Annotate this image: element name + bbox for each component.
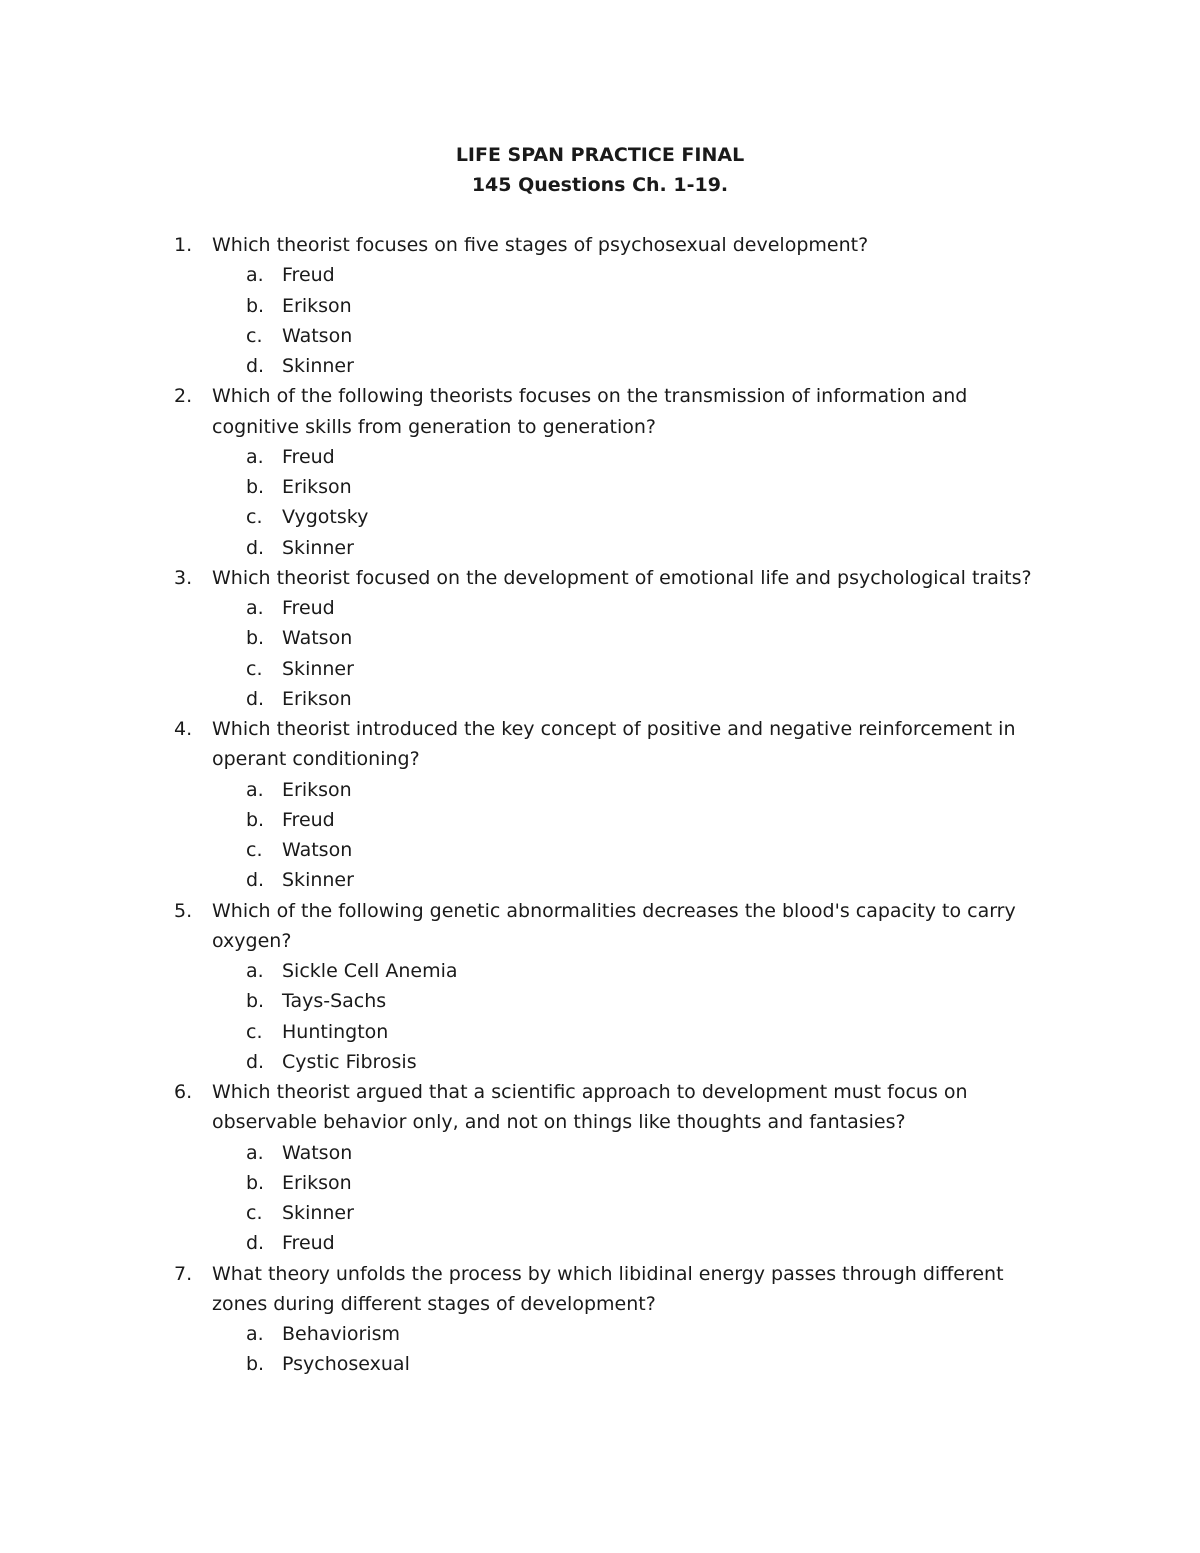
answer-option — [246, 654, 1054, 684]
option-letter: b. — [246, 627, 265, 650]
answer-option — [246, 684, 1054, 714]
question-text: Which of the following theorists focuses on the transmission of information and cognitive skills from generation to generation? — [212, 385, 968, 438]
question-line — [174, 381, 1054, 442]
question-line — [174, 563, 1054, 593]
answer-option — [246, 986, 1054, 1016]
answer-option — [246, 956, 1054, 986]
question-text: Which of the following genetic abnormalities decreases the blood's capacity to carry oxygen? — [212, 899, 1016, 952]
option-letter: a. — [246, 264, 264, 287]
answer-option — [246, 623, 1054, 653]
option-letter: a. — [246, 778, 264, 801]
option-text: Erikson — [282, 476, 352, 498]
answer-option — [246, 1017, 1054, 1047]
option-text: Psychosexual — [282, 1353, 410, 1376]
question-item — [174, 230, 1054, 381]
option-letter: d. — [246, 869, 265, 892]
question-text: Which theorist focuses on five stages of psychosexual development? — [212, 234, 869, 256]
option-letter: a. — [246, 1141, 264, 1164]
question-line — [174, 714, 1054, 775]
answer-option — [246, 805, 1054, 835]
question-number: 5. — [174, 899, 193, 922]
option-letter: a. — [246, 445, 264, 468]
option-letter: c. — [246, 839, 263, 861]
option-text: Sickle Cell Anemia — [282, 960, 458, 982]
question-line — [174, 1077, 1054, 1138]
question-text: Which theorist introduced the key concept of positive and negative reinforcement in operant conditioning? — [212, 718, 1016, 771]
option-text: Vygotsky — [282, 506, 369, 529]
question-item — [174, 896, 1054, 1078]
option-text: Cystic Fibrosis — [282, 1050, 417, 1073]
answer-option — [246, 351, 1054, 381]
answer-options — [174, 593, 1054, 714]
option-letter: d. — [246, 355, 265, 377]
answer-option — [246, 1319, 1054, 1349]
option-text: Skinner — [282, 355, 354, 377]
answer-option — [246, 260, 1054, 290]
answer-option — [246, 593, 1054, 623]
option-letter: d. — [246, 1050, 265, 1073]
question-text: Which theorist argued that a scientific approach to development must focus on observable behavior only, and not on things like thoughts and fantasies? — [212, 1081, 968, 1134]
page-title: LIFE SPAN PRACTICE FINAL — [455, 144, 745, 166]
option-letter: b. — [246, 1353, 265, 1376]
answer-option — [246, 321, 1054, 351]
option-letter: a. — [246, 1323, 264, 1345]
option-text: Erikson — [282, 1171, 352, 1194]
answer-options — [174, 442, 1054, 563]
option-letter: c. — [246, 506, 263, 529]
question-number: 3. — [174, 566, 193, 589]
answer-option — [246, 775, 1054, 805]
answer-options — [174, 956, 1054, 1077]
answer-option — [246, 472, 1054, 502]
option-text: Watson — [282, 627, 353, 650]
question-line — [174, 1259, 1054, 1320]
option-letter: b. — [246, 990, 265, 1013]
question-item — [174, 1077, 1054, 1259]
answer-option — [246, 1198, 1054, 1228]
question-number: 2. — [174, 385, 193, 408]
option-letter: c. — [246, 657, 263, 680]
answer-option — [246, 1138, 1054, 1168]
answer-options — [174, 260, 1054, 381]
option-letter: c. — [246, 324, 263, 347]
option-letter: b. — [246, 476, 265, 498]
option-text: Erikson — [282, 294, 352, 317]
answer-options — [174, 775, 1054, 896]
option-text: Freud — [282, 1232, 335, 1255]
option-letter: b. — [246, 808, 265, 831]
option-text: Tays-Sachs — [282, 990, 387, 1013]
option-text: Skinner — [282, 536, 354, 559]
option-letter: a. — [246, 960, 264, 982]
answer-option — [246, 1349, 1054, 1379]
question-list — [174, 230, 1054, 1380]
option-letter: b. — [246, 1171, 265, 1194]
option-text: Skinner — [282, 1202, 354, 1224]
answer-option — [246, 1168, 1054, 1198]
option-letter: b. — [246, 294, 265, 317]
option-text: Erikson — [282, 687, 352, 710]
option-text: Freud — [282, 808, 335, 831]
page-subtitle: 145 Questions Ch. 1-19. — [471, 174, 729, 196]
option-text: Freud — [282, 597, 335, 619]
answer-option — [246, 1047, 1054, 1077]
option-text: Watson — [282, 839, 353, 861]
answer-option — [246, 835, 1054, 865]
answer-option — [246, 291, 1054, 321]
question-line — [174, 230, 1054, 260]
answer-options — [174, 1319, 1054, 1380]
option-text: Freud — [282, 445, 335, 468]
option-text: Huntington — [282, 1020, 389, 1043]
answer-option — [246, 533, 1054, 563]
option-text: Skinner — [282, 657, 354, 680]
question-number: 1. — [174, 234, 193, 256]
question-line — [174, 896, 1054, 957]
option-text: Erikson — [282, 778, 352, 801]
question-text: Which theorist focused on the development of emotional life and psychological traits? — [212, 566, 1032, 589]
option-letter: d. — [246, 687, 265, 710]
option-letter: d. — [246, 1232, 265, 1255]
question-item — [174, 563, 1054, 714]
question-item — [174, 1259, 1054, 1380]
option-text: Watson — [282, 1141, 353, 1164]
answer-option — [246, 442, 1054, 472]
answer-option — [246, 865, 1054, 895]
question-item — [174, 381, 1054, 563]
question-item — [174, 714, 1054, 896]
answer-option — [246, 1228, 1054, 1258]
question-number: 4. — [174, 718, 193, 740]
option-letter: a. — [246, 597, 264, 619]
question-number: 6. — [174, 1081, 193, 1103]
answer-options — [174, 1138, 1054, 1259]
option-text: Behaviorism — [282, 1323, 401, 1345]
question-text: What theory unfolds the process by which libidinal energy passes through different zones during different stages of development? — [212, 1262, 1004, 1315]
option-text: Watson — [282, 324, 353, 347]
option-text: Freud — [282, 264, 335, 287]
option-letter: c. — [246, 1202, 263, 1224]
option-text: Skinner — [282, 869, 354, 892]
question-number: 7. — [174, 1262, 193, 1285]
answer-option — [246, 502, 1054, 532]
option-letter: d. — [246, 536, 265, 559]
option-letter: c. — [246, 1020, 263, 1043]
